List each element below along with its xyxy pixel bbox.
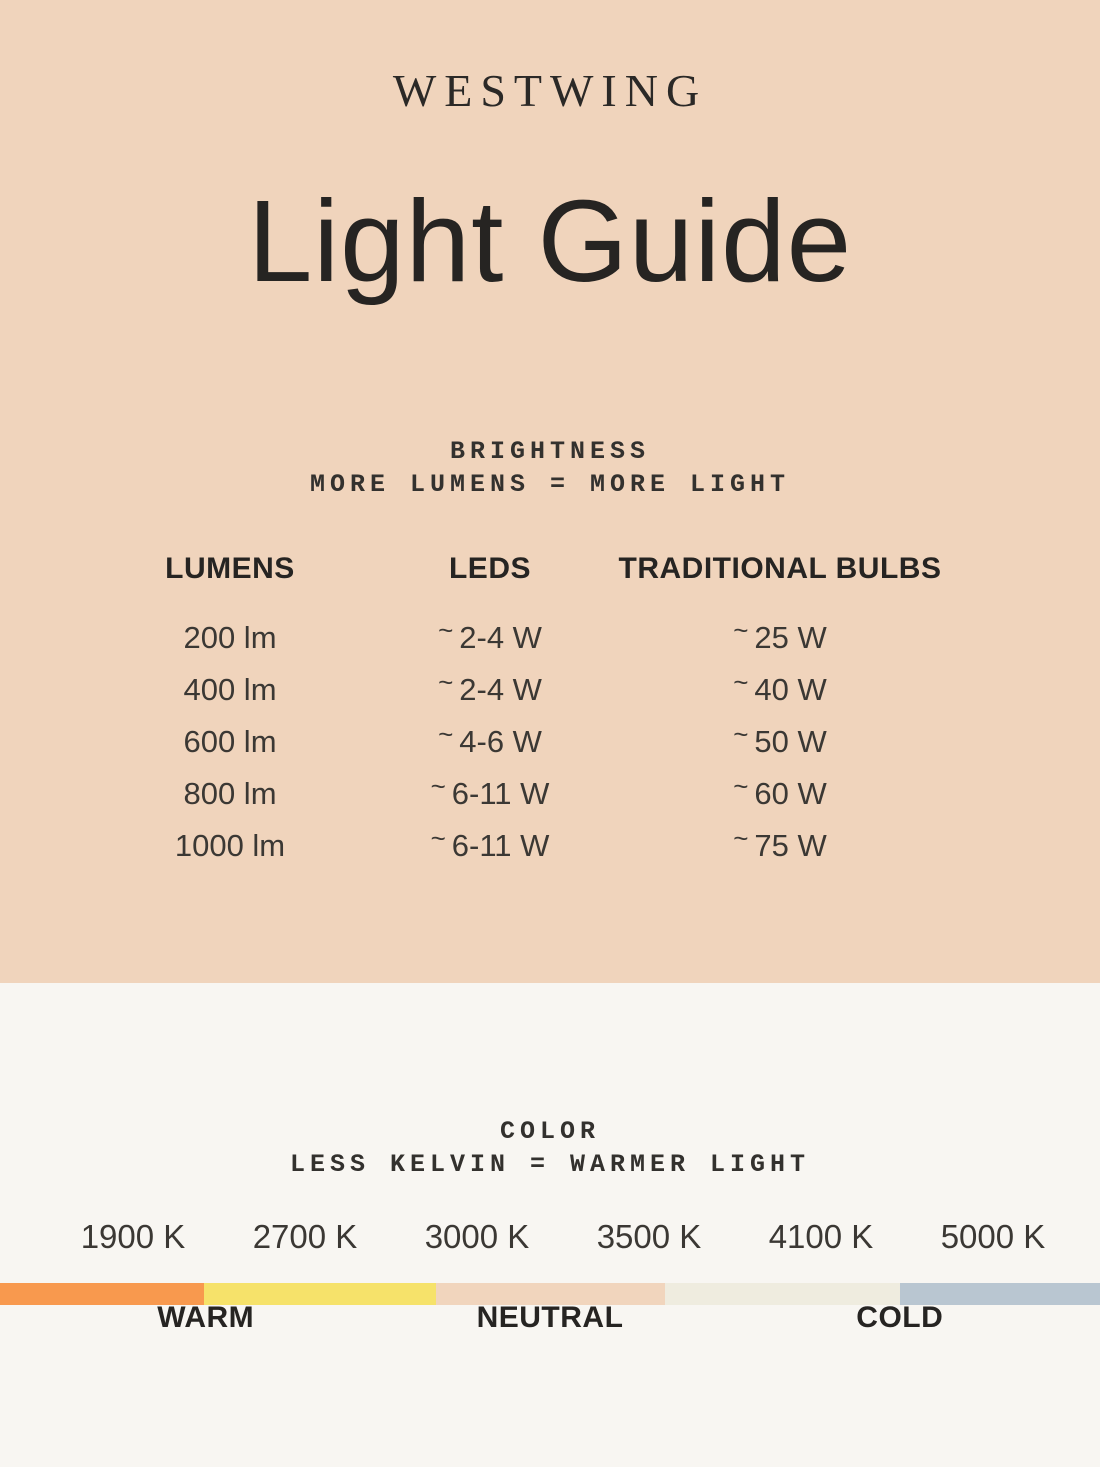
lumens-cell: 800 lm xyxy=(183,776,277,811)
color-heading-block xyxy=(0,1115,1100,1181)
lumens-cell: 400 lm xyxy=(183,672,277,707)
table-row xyxy=(65,664,975,716)
brightness-subheading: MORE LUMENS = MORE LIGHT xyxy=(309,470,791,499)
color-subheading: LESS KELVIN = WARMER LIGHT xyxy=(289,1150,811,1179)
approx-symbol: ~ xyxy=(733,667,749,697)
bulbs-cell: ~ 75 W xyxy=(733,823,827,863)
page-title: Light Guide xyxy=(247,176,853,306)
temperature-label-neutral: NEUTRAL xyxy=(476,1301,624,1334)
table-header-row xyxy=(65,552,975,586)
bulbs-cell: ~ 25 W xyxy=(733,615,827,655)
leds-cell: ~ 2-4 W xyxy=(438,615,542,655)
kelvin-label: 3000 K xyxy=(424,1218,530,1255)
color-heading: COLOR xyxy=(499,1117,600,1146)
approx-symbol: ~ xyxy=(733,771,749,801)
brand-logo: WESTWING xyxy=(392,65,708,116)
approx-symbol: ~ xyxy=(430,771,446,801)
approx-symbol: ~ xyxy=(733,823,749,853)
temperature-label-cold: COLD xyxy=(856,1301,944,1334)
lumens-cell: 1000 lm xyxy=(174,828,286,863)
leds-cell: ~ 2-4 W xyxy=(438,667,542,707)
lumens-table xyxy=(65,552,975,872)
kelvin-label: 3500 K xyxy=(596,1218,702,1255)
kelvin-label-row xyxy=(47,1218,1079,1256)
approx-symbol: ~ xyxy=(438,719,454,749)
kelvin-label: 2700 K xyxy=(252,1218,358,1255)
brightness-heading-block xyxy=(0,435,1100,501)
kelvin-label: 4100 K xyxy=(768,1218,874,1255)
leds-cell: ~ 4-6 W xyxy=(438,719,542,759)
approx-symbol: ~ xyxy=(733,719,749,749)
lumens-table-rows xyxy=(65,612,975,872)
table-row xyxy=(65,820,975,872)
temperature-label-row xyxy=(0,1301,1100,1341)
approx-symbol: ~ xyxy=(733,615,749,645)
approx-symbol: ~ xyxy=(438,667,454,697)
lumens-cell: 600 lm xyxy=(183,724,277,759)
bulbs-cell: ~ 40 W xyxy=(733,667,827,707)
table-header-leds: LEDS xyxy=(448,552,531,585)
leds-cell: ~ 6-11 W xyxy=(430,823,550,863)
brightness-heading: BRIGHTNESS xyxy=(449,437,651,466)
table-row xyxy=(65,716,975,768)
bulbs-cell: ~ 50 W xyxy=(733,719,827,759)
approx-symbol: ~ xyxy=(438,615,454,645)
kelvin-label: 5000 K xyxy=(940,1218,1046,1255)
color-section xyxy=(0,983,1100,1467)
table-header-lumens: LUMENS xyxy=(165,552,295,585)
bulbs-cell: ~ 60 W xyxy=(733,771,827,811)
approx-symbol: ~ xyxy=(430,823,446,853)
lumens-cell: 200 lm xyxy=(183,620,277,655)
table-row xyxy=(65,612,975,664)
temperature-label-warm: WARM xyxy=(157,1301,255,1334)
leds-cell: ~ 6-11 W xyxy=(430,771,550,811)
table-row xyxy=(65,768,975,820)
table-header-bulbs: TRADITIONAL BULBS xyxy=(618,552,942,585)
kelvin-label: 1900 K xyxy=(80,1218,186,1255)
